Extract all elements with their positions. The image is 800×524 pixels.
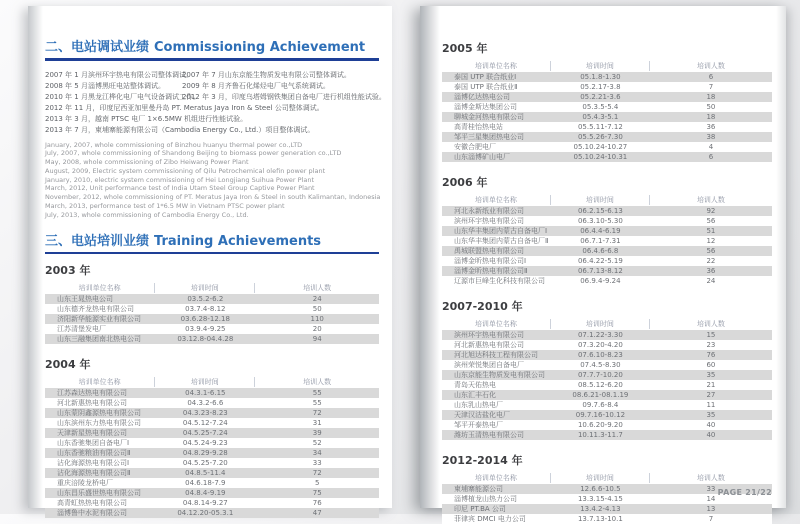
table-header-row	[442, 60, 772, 72]
training-time-cell: 06.4.22-5.19	[577, 257, 623, 265]
commissioning-line-cn	[45, 81, 379, 92]
trainee-count-cell: 31	[312, 419, 322, 428]
unit-name-cell: 江苏清堡发电厂	[57, 325, 106, 334]
unit-name-cell: 淄博金斯达集团公司	[454, 103, 517, 111]
table-row	[45, 324, 379, 334]
section-title-rule	[45, 252, 379, 255]
unit-name-cell: 淄博金昕热电有限公司Ⅰ	[454, 257, 527, 265]
column-header: 培训人数	[303, 284, 332, 293]
column-header: 培训人数	[303, 378, 332, 387]
trainee-count-cell: 50	[706, 103, 716, 111]
year-block-2006	[442, 174, 772, 286]
trainee-count-cell: 22	[706, 257, 716, 265]
commissioning-line-col2: 2012 年 3 月，印度乌塔姆钢铁集团自备电厂进行机组性能试验。	[181, 92, 386, 101]
unit-name-cell: 天津汉沽盐化电厂	[454, 411, 510, 419]
training-time-cell: 10.11.3-11.7	[577, 431, 623, 439]
trainee-count-cell: 23	[706, 341, 716, 349]
table-row	[442, 514, 772, 524]
training-table-2006	[442, 194, 772, 286]
table-row	[45, 334, 379, 344]
commissioning-line-en: August, 2009, Electric system commissioning of Qilu Petrochemical olefin power plant	[45, 166, 326, 175]
trainee-count-cell: 7	[708, 515, 714, 523]
training-table-2012-2014	[442, 472, 772, 524]
commissioning-line-en: July, 2007, whole commissioning of Shandong Beijing to biomass power generation co.,LTD	[45, 149, 342, 158]
training-time-cell: 04.8.29-9.28	[182, 449, 228, 458]
section-title-en: Commissioning Achievement	[154, 40, 366, 55]
commissioning-line-cn	[45, 125, 379, 136]
year-block-2007-2010	[442, 298, 772, 440]
table-header-row	[45, 282, 379, 294]
trainee-count-cell: 33	[312, 459, 322, 468]
column-header: 培训人数	[696, 474, 725, 482]
commissioning-line-col1: 2013 年 7 月，柬埔寨能源有限公司（Cambodia Energy Co., Ltd.）项目整体调试。	[45, 125, 315, 134]
commissioning-line-col2: 2007 年 7 月山东京能生物质发电有限公司整体调试。	[181, 70, 351, 79]
trainee-count-cell: 39	[312, 429, 322, 438]
table-row	[45, 304, 379, 314]
trainee-count-cell: 72	[312, 409, 322, 418]
trainee-count-cell: 110	[310, 315, 324, 324]
unit-name-cell: 高青桂怡热电站	[454, 123, 503, 131]
commissioning-cn-list	[45, 70, 386, 136]
trainee-count-cell: 76	[312, 499, 322, 508]
trainee-count-cell: 35	[706, 371, 716, 379]
unit-name-cell: 辽源市巨峰生化科技有限公司	[454, 277, 545, 285]
training-section	[45, 230, 379, 519]
unit-name-cell: 柬埔寨能源公司	[454, 485, 503, 493]
trainee-count-cell: 21	[706, 381, 716, 389]
unit-name-cell: 山东昌乐盛世热电有限公司	[57, 489, 141, 498]
table-row	[45, 508, 379, 518]
training-time-cell: 05.5.11-7.12	[577, 123, 623, 131]
unit-name-cell: 高青虹热热电有限公司	[57, 499, 127, 508]
table-row	[442, 152, 772, 162]
trainee-count-cell: 20	[312, 325, 322, 334]
unit-name-cell: 滨州荣悦集团自备电厂	[454, 361, 524, 369]
training-time-cell: 04.6.18-7.9	[185, 479, 226, 488]
training-time-cell: 05.2.17-3.8	[580, 83, 621, 91]
table-header-row	[442, 194, 772, 206]
training-time-cell: 07.7.7-10.20	[577, 371, 623, 379]
training-time-cell: 04.12.20-05.3.1	[177, 509, 234, 518]
table-row	[442, 246, 772, 256]
unit-name-cell: 重庆涪陵龙桥电厂	[57, 479, 113, 488]
column-header: 培训时间	[551, 195, 650, 205]
right-page	[420, 6, 786, 523]
table-row	[442, 142, 772, 152]
trainee-count-cell: 7	[708, 83, 714, 91]
left-page-content	[28, 6, 392, 518]
table-row	[442, 206, 772, 216]
column-header: 培训单位名称	[442, 319, 551, 329]
training-table-2003	[45, 282, 379, 344]
training-time-cell: 13.3.15-4.15	[577, 495, 623, 503]
unit-name-cell: 山东香驰粮油有限公司Ⅱ	[57, 449, 131, 458]
unit-name-cell: 沾化海源热电有限公司Ⅰ	[57, 459, 130, 468]
trainee-count-cell: 11	[706, 401, 716, 409]
commissioning-line-en: May, 2008, whole commissioning of Zibo Heiwang Power Plant	[45, 158, 249, 167]
year-block-2003	[45, 262, 379, 344]
table-row	[45, 314, 379, 324]
year-title: 2012-2014 年	[442, 454, 523, 467]
table-row	[45, 468, 379, 478]
training-time-cell: 06.7.13-8.12	[577, 267, 623, 275]
trainee-count-cell: 4	[708, 143, 714, 151]
unit-name-cell: 天津新星热电有限公司	[57, 429, 127, 438]
table-row	[442, 504, 772, 514]
unit-name-cell: 河北新惠热电有限公司	[454, 341, 524, 349]
trainee-count-cell: 6	[708, 153, 714, 161]
trainee-count-cell: 60	[706, 361, 716, 369]
trainee-count-cell: 12	[706, 237, 716, 245]
column-header: 培训时间	[551, 473, 650, 483]
year-block-2004	[45, 356, 379, 518]
unit-name-cell: 安徽合肥电厂	[454, 143, 496, 151]
trainee-count-cell: 40	[706, 431, 716, 439]
training-table-2005	[442, 60, 772, 162]
training-time-cell: 04.8.5-11.4	[185, 469, 226, 478]
training-time-cell: 07.4.5-8.30	[580, 361, 621, 369]
training-time-cell: 04.3.2-6.6	[187, 399, 224, 408]
year-title: 2004 年	[45, 358, 91, 372]
training-time-cell: 07.1.22-3.30	[577, 331, 623, 339]
unit-name-cell: 山东淄博矿山电厂	[454, 153, 510, 161]
commissioning-line-col1: 2008 年 5 月淄博黑旺电站整体调试。	[45, 81, 165, 90]
table-row	[442, 102, 772, 112]
unit-name-cell: 青岛天佑热电	[454, 381, 496, 389]
unit-name-cell: 山东三融集团南北热电公司	[57, 335, 141, 344]
training-time-cell: 04.8.14-9.27	[182, 499, 228, 508]
commissioning-line-en: March, 2013, performance test of 1*6.5 MW in Vietnam PTSC power plant	[45, 202, 285, 211]
trainee-count-cell: 76	[706, 351, 716, 359]
trainee-count-cell: 33	[706, 485, 716, 493]
commissioning-line-col1: 2013 年 3 月，越南 PTSC 电厂 1×6.5MW 机组进行性能试验。	[45, 114, 248, 123]
unit-name-cell: 滨州环宇热电有限公司	[454, 331, 524, 339]
training-time-cell: 09.7.6-8.4	[582, 401, 619, 409]
training-table-2004	[45, 376, 379, 518]
table-row	[442, 226, 772, 236]
unit-name-cell: 山东乳山热电厂	[454, 401, 503, 409]
training-time-cell: 04.8.4-9.19	[185, 489, 226, 498]
commissioning-section-title	[45, 36, 379, 55]
trainee-count-cell: 36	[706, 267, 716, 275]
table-row	[442, 330, 772, 340]
unit-name-cell: 潍坊玉清热电有限公司	[454, 431, 524, 439]
section-title-en: Training Achievements	[154, 233, 322, 249]
trainee-count-cell: 75	[312, 489, 322, 498]
training-time-cell: 13.4.2-4.13	[580, 505, 621, 513]
table-row	[442, 132, 772, 142]
unit-name-cell: 聊城金河热电有限公司	[454, 113, 524, 121]
table-row	[45, 428, 379, 438]
table-row	[442, 430, 772, 440]
unit-name-cell: 河北永新纸业有限公司	[454, 207, 524, 215]
training-time-cell: 06.4.4-6.19	[580, 227, 621, 235]
table-header-row	[45, 376, 379, 388]
table-row	[442, 256, 772, 266]
table-row	[442, 350, 772, 360]
commissioning-line-cn	[45, 70, 379, 81]
trainee-count-cell: 15	[706, 331, 716, 339]
training-time-cell: 04.3.1-6.15	[185, 389, 226, 398]
training-time-cell: 03.6.28-12.18	[180, 315, 230, 324]
table-row	[45, 408, 379, 418]
trainee-count-cell: 27	[706, 391, 716, 399]
trainee-count-cell: 35	[706, 411, 716, 419]
year-block-2005	[442, 40, 772, 162]
column-header: 培训单位名称	[442, 473, 551, 483]
column-header: 培训人数	[696, 320, 725, 328]
training-time-cell: 06.3.10-5.30	[577, 217, 623, 225]
commissioning-line-en: November, 2012, whole commissioning of PT. Meratus Jaya Iron & Steel in south Kalimantan, Indonesia	[45, 193, 381, 202]
table-row	[442, 370, 772, 380]
table-row	[45, 388, 379, 398]
table-row	[442, 340, 772, 350]
commissioning-line-col1: 2007 年 1 月滨州环宇热电有限公司整体调试。	[45, 70, 193, 79]
commissioning-line-col2: 2009 年 8 月齐鲁石化烯烃电厂电气系统调试。	[181, 81, 330, 90]
table-row	[442, 276, 772, 286]
training-time-cell: 04.5.25-7.24	[182, 429, 228, 438]
commissioning-line-en: March, 2012, Unit performance test of India Utam Steel Group Captive Power Plant	[45, 184, 315, 193]
column-header: 培训人数	[696, 196, 725, 204]
training-time-cell: 06.7.1-7.31	[580, 237, 621, 245]
unit-name-cell: 沾化海源热电有限公司Ⅱ	[57, 469, 131, 478]
column-header: 培训单位名称	[45, 377, 155, 387]
trainee-count-cell: 18	[706, 93, 716, 101]
table-row	[442, 72, 772, 82]
table-row	[45, 438, 379, 448]
right-page-content	[420, 6, 786, 523]
trainee-count-cell: 47	[312, 509, 322, 518]
training-time-cell: 08.6.21-08.1.19	[572, 391, 629, 399]
table-row	[45, 294, 379, 304]
unit-name-cell: 滨州环宇热电有限公司	[454, 217, 524, 225]
table-row	[442, 216, 772, 226]
commissioning-section	[45, 36, 386, 220]
training-time-cell: 05.3.5-5.4	[582, 103, 619, 111]
training-time-cell: 03.7.4-8.12	[185, 305, 226, 314]
training-time-cell: 13.7.13-10.1	[577, 515, 623, 523]
trainee-count-cell: 38	[706, 133, 716, 141]
table-row	[442, 380, 772, 390]
column-header: 培训时间	[155, 283, 255, 293]
trainee-count-cell: 24	[312, 295, 322, 304]
unit-name-cell: 泰国 UTP 联合纸业Ⅱ	[454, 83, 518, 91]
trainee-count-cell: 72	[312, 469, 322, 478]
unit-name-cell: 江苏森达热电有限公司	[57, 389, 127, 398]
training-time-cell: 03.12.8-04.4.28	[177, 335, 234, 344]
training-section-title	[45, 230, 379, 249]
table-row	[442, 92, 772, 102]
table-row	[442, 236, 772, 246]
trainee-count-cell: 18	[706, 113, 716, 121]
column-header: 培训人数	[696, 62, 725, 70]
section-title-cn: 三、电站培训业绩	[45, 233, 150, 249]
unit-name-cell: 淄博亿达热电公司	[454, 93, 510, 101]
year-title: 2003 年	[45, 264, 91, 278]
commissioning-line-en: January, 2007, whole commissioning of Binzhou huanyu thermal power co.,LTD	[45, 140, 303, 149]
training-time-cell: 05.5.26-7.30	[577, 133, 623, 141]
training-time-cell: 07.6.10-8.23	[577, 351, 623, 359]
unit-name-cell: 淄博植龙山热力公司	[454, 495, 517, 503]
commissioning-line-en: January, 2010, electric system commissioning of Hei Longjiang Suihua Power Plant	[45, 175, 315, 184]
training-time-cell: 06.2.15-6.13	[577, 207, 623, 215]
commissioning-line-cn	[45, 92, 386, 103]
trainee-count-cell: 5	[314, 479, 320, 488]
training-time-cell: 07.3.20-4.20	[577, 341, 623, 349]
trainee-count-cell: 94	[312, 335, 322, 344]
left-page	[28, 6, 392, 518]
training-time-cell: 08.5.12-6.20	[577, 381, 623, 389]
year-title: 2006 年	[442, 176, 488, 189]
table-row	[45, 458, 379, 468]
column-header: 培训单位名称	[442, 195, 551, 205]
table-row	[442, 390, 772, 400]
training-time-cell: 05.2.21-3.6	[580, 93, 621, 101]
column-header: 培训时间	[551, 319, 650, 329]
trainee-count-cell: 14	[706, 495, 716, 503]
trainee-count-cell: 52	[312, 439, 322, 448]
trainee-count-cell: 6	[708, 73, 714, 81]
table-row	[45, 488, 379, 498]
trainee-count-cell: 55	[312, 399, 322, 408]
trainee-count-cell: 34	[312, 449, 322, 458]
trainee-count-cell: 92	[706, 207, 716, 215]
section-title-cn: 二、电站调试业绩	[45, 40, 150, 55]
unit-name-cell: 山东汇丰石化	[454, 391, 496, 399]
training-time-cell: 06.4.6-6.8	[582, 247, 619, 255]
training-time-cell: 05.1.8-1.30	[580, 73, 621, 81]
unit-name-cell: 邹平三星集团热电公司	[454, 133, 524, 141]
unit-name-cell: 河北旭达科技工程有限公司	[454, 351, 538, 359]
training-time-cell: 05.10.24-10.31	[573, 153, 628, 161]
training-time-cell: 04.3.23-8.23	[182, 409, 228, 418]
table-row	[442, 122, 772, 132]
unit-name-cell: 山东华丰集团内蒙古自备电厂Ⅱ	[454, 237, 549, 245]
training-time-cell: 05.4.3-5.1	[582, 113, 619, 121]
unit-name-cell: 山东德齐龙热电有限公司	[57, 305, 134, 314]
column-header: 培训时间	[551, 61, 650, 71]
trainee-count-cell: 50	[312, 305, 322, 314]
section-title-rule	[45, 58, 379, 61]
table-row	[45, 478, 379, 488]
unit-name-cell: 山东蒙阴鑫源热电有限公司	[57, 409, 141, 418]
unit-name-cell: 邹平开泰热电厂	[454, 421, 503, 429]
training-time-cell: 04.5.24-9.23	[182, 439, 228, 448]
table-row	[45, 418, 379, 428]
commissioning-line-en: July, 2013, whole commissioning of Cambodia Energy Co., Ltd.	[45, 210, 249, 219]
commissioning-line-cn	[45, 103, 379, 114]
table-header-row	[442, 318, 772, 330]
unit-name-cell: 山东香驰集团自备电厂Ⅰ	[57, 439, 130, 448]
training-time-cell: 04.5.12-7.24	[182, 419, 228, 428]
table-row	[442, 266, 772, 276]
table-header-row	[442, 472, 772, 484]
trainee-count-cell: 36	[706, 123, 716, 131]
table-row	[45, 398, 379, 408]
commissioning-line-cn	[45, 114, 379, 125]
commissioning-line-col1: 2010 年 1 月黑龙江桦化电厂电气设备调试工作。	[45, 92, 200, 101]
trainee-count-cell: 56	[706, 247, 716, 255]
year-title: 2007-2010 年	[442, 300, 523, 313]
unit-name-cell: 河北新惠热电有限公司	[57, 399, 127, 408]
trainee-count-cell: 40	[706, 421, 716, 429]
unit-name-cell: 禹城联盟热电有限公司	[454, 247, 524, 255]
training-table-2007-2010	[442, 318, 772, 440]
trainee-count-cell: 55	[312, 389, 322, 398]
table-row	[45, 448, 379, 458]
column-header: 培训单位名称	[45, 283, 155, 293]
training-time-cell: 05.10.24-10.27	[573, 143, 628, 151]
column-header: 培训时间	[155, 377, 255, 387]
trainee-count-cell: 24	[706, 277, 716, 285]
column-header: 培训单位名称	[442, 61, 551, 71]
trainee-count-cell: 56	[706, 217, 716, 225]
training-time-cell: 12.6.6-10.5	[580, 485, 621, 493]
table-row	[442, 112, 772, 122]
trainee-count-cell: 51	[706, 227, 716, 235]
training-time-cell: 09.7.16-10.12	[575, 411, 626, 419]
unit-name-cell: 菲律宾 DMCI 电力公司	[454, 515, 526, 523]
table-row	[442, 82, 772, 92]
unit-name-cell: 山东京能生物质发电有限公司	[454, 371, 545, 379]
training-time-cell: 03.5.2-6.2	[187, 295, 224, 304]
table-row	[45, 498, 379, 508]
unit-name-cell: 济阳新华能源实业有限公司	[57, 315, 141, 324]
commissioning-en-list	[45, 141, 379, 220]
training-time-cell: 04.5.25-7.20	[182, 459, 228, 468]
table-row	[442, 360, 772, 370]
unit-name-cell: 淄博金昕热电有限公司Ⅱ	[454, 267, 528, 275]
table-row	[442, 420, 772, 430]
training-time-cell: 10.6.20-9.20	[577, 421, 623, 429]
training-time-cell: 06.9.4-9.24	[580, 277, 621, 285]
unit-name-cell: 山东王晁热电公司	[57, 295, 113, 304]
unit-name-cell: 山东滨州东力热电有限公司	[57, 419, 141, 428]
training-time-cell: 03.9.4-9.25	[185, 325, 226, 334]
unit-name-cell: 淄博鲁中水泥有限公司	[57, 509, 127, 518]
page-number-label: PAGE 21/22	[717, 488, 772, 497]
year-title: 2005 年	[442, 42, 488, 55]
unit-name-cell: 印尼 PT.BA 公司	[454, 505, 506, 513]
unit-name-cell: 泰国 UTP 联合纸业Ⅰ	[454, 73, 517, 81]
commissioning-line-col1: 2012 年 11 月，印度尼西亚加里曼丹岛 PT. Meratus Jaya Iron & Steel 公司整体调试。	[45, 103, 324, 112]
table-row	[442, 400, 772, 410]
unit-name-cell: 山东华丰集团内蒙古自备电厂Ⅰ	[454, 227, 548, 235]
trainee-count-cell: 13	[706, 505, 716, 513]
table-row	[442, 410, 772, 420]
